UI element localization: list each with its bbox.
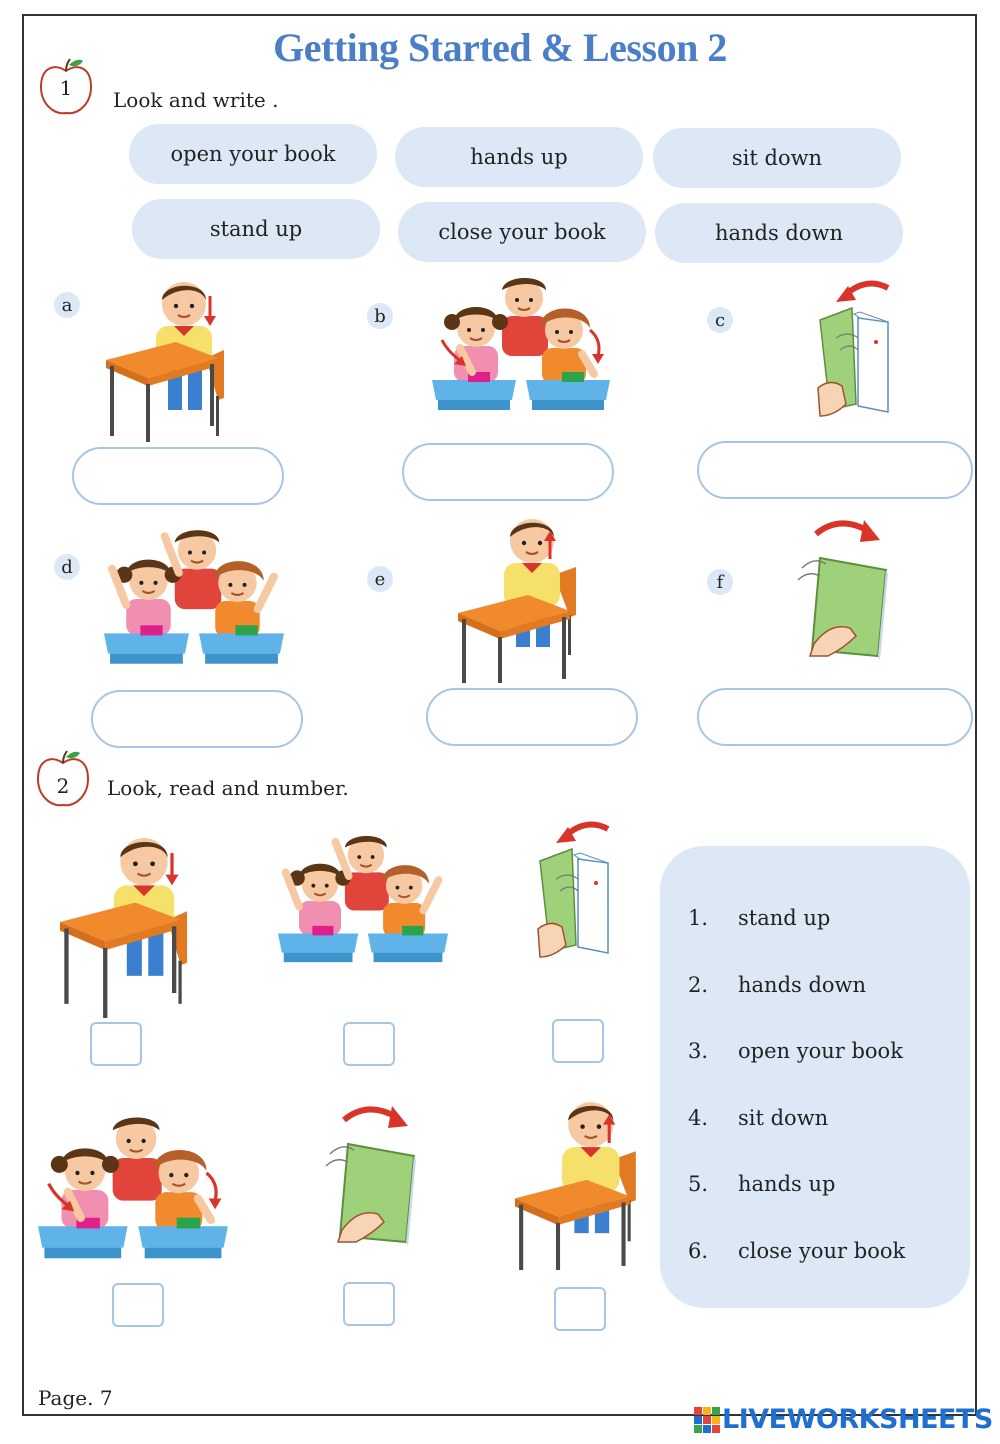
answer-field-b[interactable] xyxy=(402,443,614,501)
list-item: 6. close your book xyxy=(688,1238,906,1263)
number-box[interactable] xyxy=(552,1019,604,1063)
open-book-picture xyxy=(800,278,900,428)
list-item: 5. hands up xyxy=(688,1172,836,1197)
open-book-picture xyxy=(520,816,620,972)
hands-down-picture xyxy=(38,1110,230,1270)
answer-field-e[interactable] xyxy=(426,688,638,746)
answer-field-d[interactable] xyxy=(91,690,303,748)
word-bank-item[interactable]: hands down xyxy=(655,203,903,263)
page-title: Getting Started & Lesson 2 xyxy=(273,25,727,70)
brand-name: LIVEWORKSHEETS xyxy=(722,1404,993,1435)
number-box[interactable] xyxy=(343,1022,395,1066)
word-bank-item[interactable]: sit down xyxy=(653,128,901,188)
sit-down-picture xyxy=(106,278,236,442)
number-box[interactable] xyxy=(554,1287,606,1331)
hands-down-picture xyxy=(432,276,612,416)
list-item: 2. hands down xyxy=(688,972,867,997)
list-item: 1. stand up xyxy=(688,906,831,930)
list-item: 4. sit down xyxy=(688,1105,829,1130)
answer-field-f[interactable] xyxy=(697,688,973,746)
item-letter-f: f xyxy=(707,569,733,595)
number-box[interactable] xyxy=(112,1283,164,1327)
item-letter-e: e xyxy=(367,566,393,592)
page-number: Page. 7 xyxy=(38,1386,113,1410)
hands-up-picture xyxy=(104,528,286,670)
section-2-number: 2 xyxy=(56,774,70,798)
answer-field-c[interactable] xyxy=(697,441,973,499)
word-bank-item[interactable]: hands up xyxy=(395,127,643,187)
item-letter-c: c xyxy=(707,307,733,333)
liveworksheets-logo xyxy=(694,1404,993,1435)
word-bank-item[interactable]: stand up xyxy=(132,199,380,259)
close-book-picture xyxy=(790,518,895,670)
stand-up-picture xyxy=(458,515,583,683)
section-2-instruction: Look, read and number. xyxy=(107,776,349,800)
liveworksheets-icon xyxy=(694,1407,720,1433)
item-letter-a: a xyxy=(54,292,80,318)
list-item: 3. open your book xyxy=(688,1039,903,1064)
section-1-number: 1 xyxy=(59,76,73,100)
hands-up-picture xyxy=(278,826,450,976)
section-1-instruction: Look and write . xyxy=(113,88,279,112)
word-bank-item[interactable]: close your book xyxy=(398,202,646,262)
number-box[interactable] xyxy=(90,1022,142,1066)
answer-field-a[interactable] xyxy=(72,447,284,505)
item-letter-d: d xyxy=(54,554,80,580)
number-box[interactable] xyxy=(343,1282,395,1326)
word-bank-item[interactable]: open your book xyxy=(129,124,377,184)
stand-up-picture xyxy=(515,1098,643,1270)
sit-down-picture xyxy=(60,826,200,1018)
close-book-picture xyxy=(318,1102,423,1258)
item-letter-b: b xyxy=(367,303,393,329)
phrase-list-panel xyxy=(660,846,970,1308)
